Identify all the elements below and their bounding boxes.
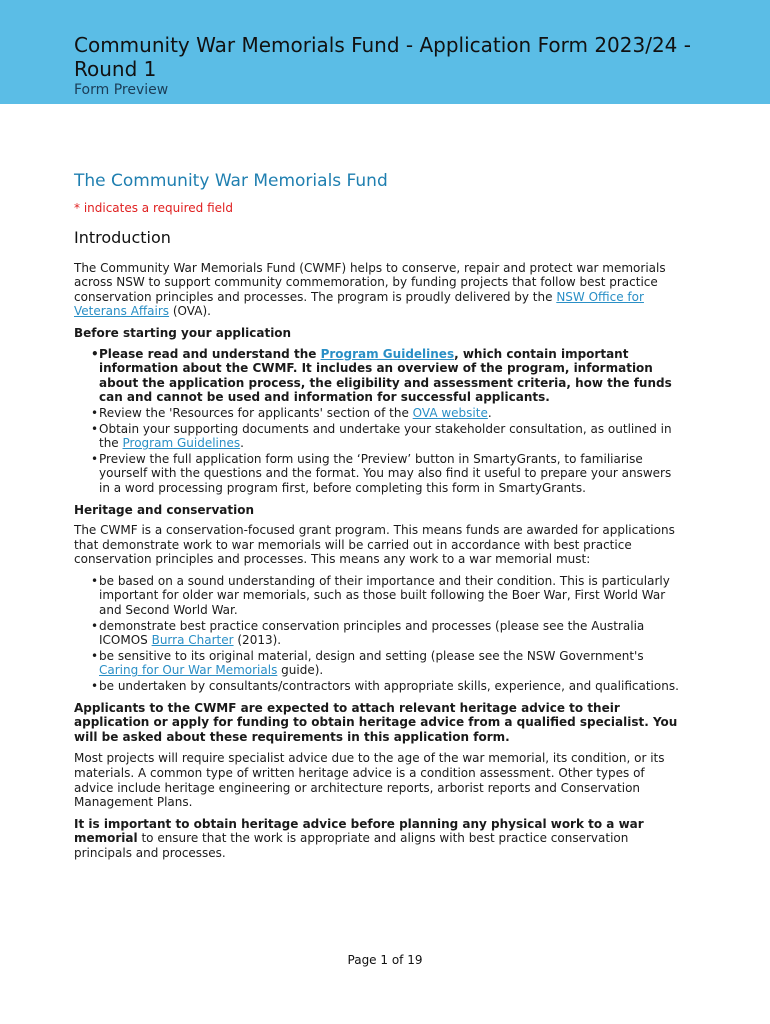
list-item: • Obtain your supporting documents and undertake your stakeholder consultation, as outlined in the Program Guidelines. xyxy=(91,422,682,451)
list-item: • be sensitive to its original material, design and setting (please see the NSW Government's Caring for Our War Memorials guide). xyxy=(91,649,682,678)
program-guidelines-link[interactable]: Program Guidelines xyxy=(122,436,241,451)
before-starting-list xyxy=(74,347,682,496)
list-item: • be based on a sound understanding of their importance and their condition. This is particularly important for older war memorials, such as those built following the Boer War, First World War and Second World War. xyxy=(91,574,682,618)
list-item: • Preview the full application form using the ‘Preview’ button in SmartyGrants, to familiarise yourself with the questions and the format. You may also find it useful to prepare your answers in a word processing program first, before completing this form in SmartyGrants. xyxy=(91,452,682,496)
burra-charter-link[interactable]: Burra Charter xyxy=(151,633,234,648)
page-number: Page 1 of 19 xyxy=(347,953,423,967)
introduction-paragraph xyxy=(74,261,682,319)
list-item: • Review the 'Resources for applicants' section of the OVA website. xyxy=(91,406,682,421)
heritage-heading: Heritage and conservation xyxy=(74,502,255,517)
page-header xyxy=(0,0,770,104)
introduction-heading: Introduction xyxy=(74,227,171,247)
section-heading: The Community War Memorials Fund xyxy=(74,171,388,191)
important-advice-text: to ensure that the work is appropriate and aligns with best practice conservation principals and processes. xyxy=(74,831,629,860)
form-content xyxy=(74,170,682,868)
form-title: Community War Memorials Fund - Application Form 2023/24 - Round 1 xyxy=(74,33,691,81)
important-advice-paragraph xyxy=(74,817,682,861)
list-item: • demonstrate best practice conservation principles and processes (please see the Australia ICOMOS Burra Charter (2013). xyxy=(91,619,682,648)
specialist-advice-paragraph: Most projects will require specialist advice due to the age of the war memorial, its condition, or its materials. A common type of written heritage advice is a condition assessment. Other types of advice include heritage engineering or architecture reports, arborist reports and Conservation Management Plans. xyxy=(74,751,665,810)
form-subtitle: Form Preview xyxy=(74,82,169,98)
list-item: • be undertaken by consultants/contractors with appropriate skills, experience, and qualifications. xyxy=(91,679,682,694)
applicants-requirement-paragraph: Applicants to the CWMF are expected to attach relevant heritage advice to their application or apply for funding to obtain heritage advice from a qualified specialist. You will be asked about these requirements in this application form. xyxy=(74,700,678,744)
heritage-list xyxy=(74,574,682,694)
required-field-note: * indicates a required field xyxy=(74,201,233,215)
ova-link[interactable]: NSW Office for Veterans Affairs xyxy=(74,289,644,319)
list-item: • Please read and understand the Program Guidelines, which contain important information about the CWMF. It includes an overview of the program, information about the application process, the eligibility and assessment criteria, how the funds can and cannot be used and information for successful applicants. xyxy=(91,347,682,405)
caring-for-war-memorials-link[interactable]: Caring for Our War Memorials xyxy=(99,663,278,678)
intro-text-end: (OVA). xyxy=(169,304,211,319)
before-starting-heading: Before starting your application xyxy=(74,325,292,340)
program-guidelines-link[interactable]: Program Guidelines xyxy=(320,346,455,361)
heritage-paragraph: The CWMF is a conservation-focused grant program. This means funds are awarded for applications that demonstrate work to war memorials will be carried out in accordance with best practice conservation principles and processes. This means any work to a war memorial must: xyxy=(74,523,675,567)
ova-website-link[interactable]: OVA website xyxy=(412,405,488,420)
intro-text: The Community War Memorials Fund (CWMF) helps to conserve, repair and protect war memorials across NSW to support community commemoration, by funding projects that follow best practice conservation principles and processes. The program is proudly delivered by the xyxy=(74,260,666,304)
important-advice-bold: It is important to obtain heritage advice before planning any physical work to a war memorial xyxy=(74,816,644,846)
